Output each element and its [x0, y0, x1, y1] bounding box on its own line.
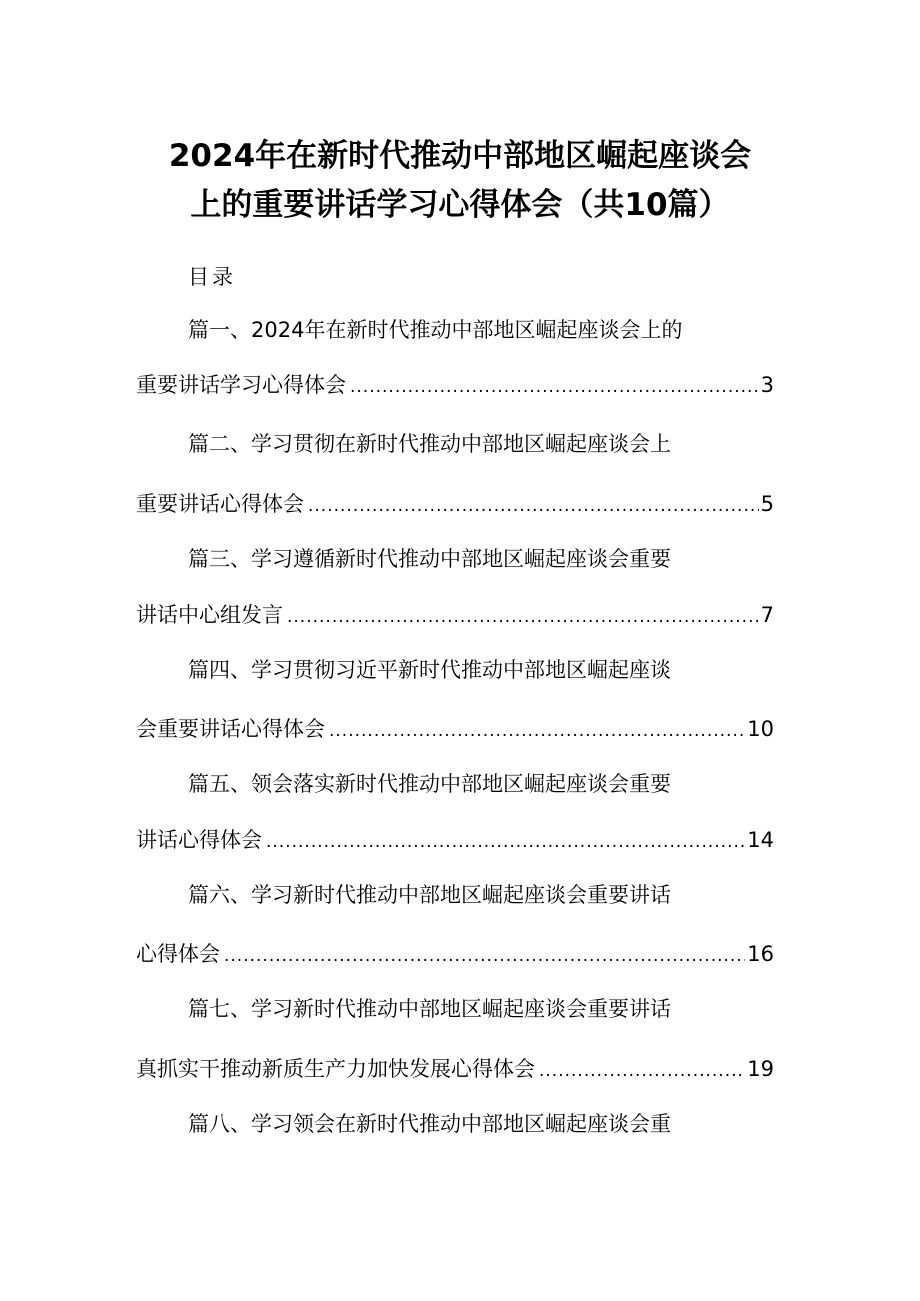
toc-dot-leader	[350, 372, 759, 402]
toc-dot-leader	[308, 491, 759, 521]
toc-entry-7-page-number: 19	[747, 1057, 774, 1081]
toc-entry-6-continuation[interactable]	[136, 939, 774, 971]
toc-heading: 目录	[188, 265, 236, 289]
toc-entry-4-page-number: 10	[747, 717, 774, 741]
toc-entry-1-title-end: 重要讲话学习心得体会	[136, 373, 346, 397]
toc-entry-2-page-number: 5	[760, 492, 774, 516]
toc-entry-7-continuation[interactable]	[136, 1054, 774, 1086]
toc-entry-2-title[interactable]: 篇二、学习贯彻在新时代推动中部地区崛起座谈会上	[188, 432, 671, 456]
toc-entry-6-title[interactable]: 篇六、学习新时代推动中部地区崛起座谈会重要讲话	[188, 883, 671, 907]
toc-entry-3-continuation[interactable]	[136, 600, 774, 632]
toc-dot-leader	[539, 1056, 745, 1086]
toc-entry-5-title[interactable]: 篇五、领会落实新时代推动中部地区崛起座谈会重要	[188, 772, 671, 796]
toc-entry-4-title[interactable]: 篇四、学习贯彻习近平新时代推动中部地区崛起座谈	[188, 658, 671, 682]
toc-entry-2-title-end: 重要讲话心得体会	[136, 492, 304, 516]
toc-entry-3-title[interactable]: 篇三、学习遵循新时代推动中部地区崛起座谈会重要	[188, 547, 671, 571]
toc-entry-1-continuation[interactable]	[136, 370, 774, 402]
toc-entry-1-title[interactable]: 篇一、2024年在新时代推动中部地区崛起座谈会上的	[188, 318, 683, 342]
toc-entry-8-title[interactable]: 篇八、学习领会在新时代推动中部地区崛起座谈会重	[188, 1112, 671, 1136]
toc-entry-3-title-end: 讲话中心组发言	[136, 603, 283, 627]
toc-entry-2-continuation[interactable]	[136, 489, 774, 521]
toc-dot-leader	[266, 827, 745, 857]
document-title-line-1: 2024年在新时代推动中部地区崛起座谈会	[168, 138, 752, 174]
toc-entry-4-title-end: 会重要讲话心得体会	[136, 717, 325, 741]
toc-entry-5-continuation[interactable]	[136, 825, 774, 857]
toc-entry-6-page-number: 16	[747, 942, 774, 966]
toc-entry-5-page-number: 14	[747, 828, 774, 852]
toc-entry-5-title-end: 讲话心得体会	[136, 828, 262, 852]
toc-entry-3-page-number: 7	[760, 603, 774, 627]
toc-entry-7-title[interactable]: 篇七、学习新时代推动中部地区崛起座谈会重要讲话	[188, 997, 671, 1021]
toc-entry-4-continuation[interactable]	[136, 714, 774, 746]
document-title-line-2: 上的重要讲话学习心得体会（共10篇）	[190, 187, 730, 223]
toc-entry-6-title-end: 心得体会	[136, 942, 220, 966]
toc-dot-leader	[329, 716, 745, 746]
toc-dot-leader	[224, 941, 745, 971]
toc-dot-leader	[287, 602, 759, 632]
toc-entry-7-title-end: 真抓实干推动新质生产力加快发展心得体会	[136, 1057, 535, 1081]
toc-entry-1-page-number: 3	[760, 373, 774, 397]
